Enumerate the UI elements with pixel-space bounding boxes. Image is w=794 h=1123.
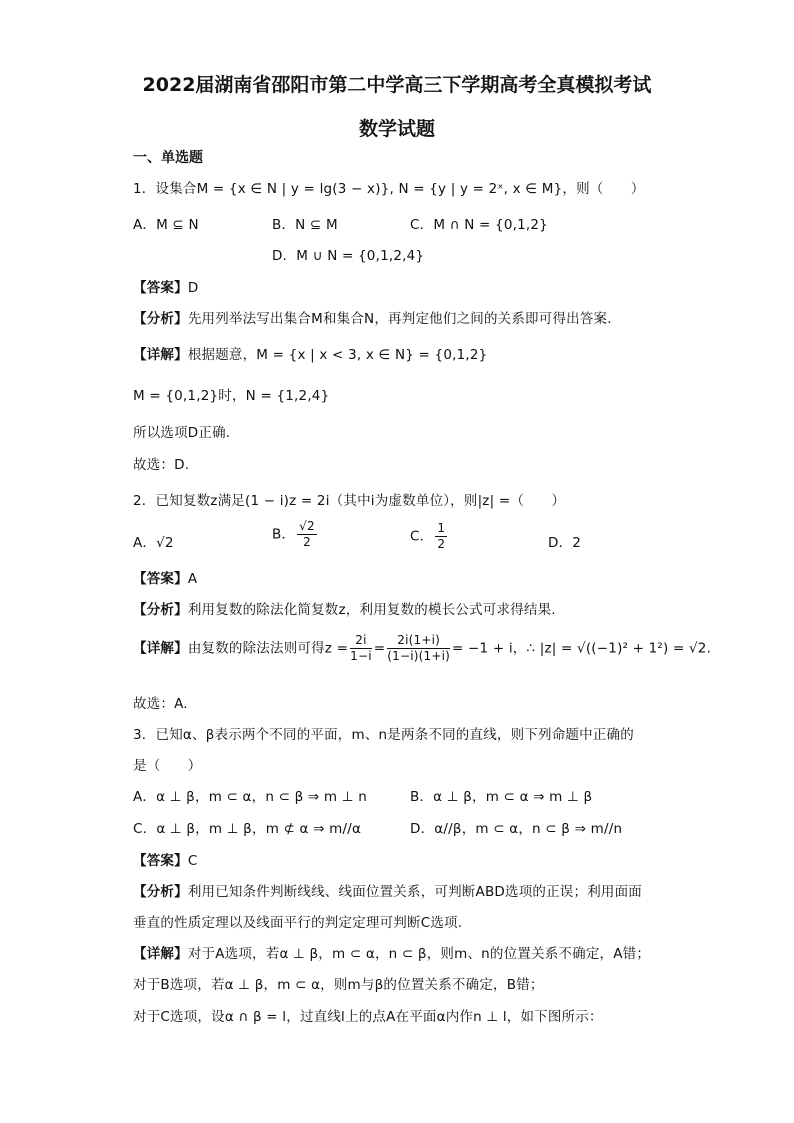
fraction-denominator: 2 xyxy=(437,537,446,551)
detail-text: 对于A选项，若α ⊥ β，m ⊂ α，n ⊂ β，则m、n的位置关系不确定，A错； xyxy=(187,946,651,962)
q3-detail-line3: 对于C选项，设α ∩ β = l，过直线l上的点A在平面α内作n ⊥ l，如下图所示： xyxy=(133,1009,603,1025)
detail-text: 根据题意，M = {x | x < 3, x ∈ N} = {0,1,2} xyxy=(187,347,488,363)
q1-option-d: D．M ∪ N = {0,1,2,4} xyxy=(272,248,425,264)
option-c-label: C． xyxy=(410,528,434,545)
analysis-tag: 【分析】 xyxy=(133,602,188,618)
q3-analysis xyxy=(133,880,642,900)
q3-option-d: D．α//β，m ⊂ α，n ⊂ β ⇒ m//n xyxy=(410,821,623,837)
q2-detail: 【详解】由复数的除法法则可得z = $\frac{2i}{1-i}$ = $\frac{2i(1+i)}{(1-i)(1+i)}$ = −1 + i，∴ |z| = √((−1)² + 1²) = √2. xyxy=(133,633,712,663)
q3-option-a: A．α ⊥ β，m ⊂ α，n ⊂ β ⇒ m ⊥ n xyxy=(133,789,367,805)
q1-stem: 1．设集合M = {x ∈ N | y = lg(3 − x)}, N = {y | y = 2ˣ, x ∈ M}，则（ ） xyxy=(133,181,645,197)
q2-stem: 2．已知复数z满足(1 − i)z = 2i（其中i为虚数单位），则|z| =（ ） xyxy=(133,493,566,509)
detail-tag: 【详解】 xyxy=(133,946,188,962)
answer-value: A xyxy=(187,571,198,587)
fraction-denominator: (1−i)(1+i) xyxy=(387,649,451,663)
q3-detail-line2: 对于B选项，若α ⊥ β，m ⊂ α，则m与β的位置关系不确定，B错； xyxy=(133,977,544,993)
option-b-label: B． xyxy=(272,526,296,543)
q2-conclusion: 故选：A. xyxy=(133,696,188,712)
q1-detail xyxy=(133,343,487,363)
answer-tag: 【答案】 xyxy=(133,571,188,587)
answer-value: D xyxy=(187,280,199,296)
q3-option-c: C．α ⊥ β，m ⊥ β，m ⊄ α ⇒ m//α xyxy=(133,821,362,837)
detail-prefix: 由复数的除法法则可得z = xyxy=(187,640,349,657)
q1-answer xyxy=(133,276,198,296)
analysis-tag: 【分析】 xyxy=(133,311,188,327)
q2-option-b xyxy=(272,519,319,550)
q1-option-b: B．N ⊆ M xyxy=(272,217,338,233)
detail-tag: 【详解】 xyxy=(133,347,188,363)
q1-detail-line2: M = {0,1,2}时，N = {1,2,4} xyxy=(133,388,330,404)
q3-stem-line2: 是（ ） xyxy=(133,758,202,774)
q2-option-c xyxy=(410,521,449,552)
q1-conclusion: 故选：D. xyxy=(133,457,190,473)
detail-fraction-1 xyxy=(350,633,372,664)
analysis-text: 利用复数的除法化简复数z，利用复数的模长公式可求得结果. xyxy=(187,602,556,618)
fraction-numerator: 2i(1+i) xyxy=(387,633,450,649)
q2-option-a: A．√2 xyxy=(133,535,174,551)
q2-option-d: D．2 xyxy=(548,535,582,551)
answer-value: C xyxy=(187,853,198,869)
analysis-text: 利用已知条件判断线线、线面位置关系，可判断ABD选项的正误；利用面面 xyxy=(187,884,643,900)
option-c-fraction xyxy=(435,521,447,552)
answer-tag: 【答案】 xyxy=(133,853,188,869)
doc-subtitle: 数学试题 xyxy=(358,118,435,140)
detail-fraction-2 xyxy=(387,633,450,664)
fraction-numerator: √2 xyxy=(299,519,315,533)
q2-analysis xyxy=(133,598,556,618)
q2-answer xyxy=(133,567,197,587)
q1-detail-line3: 所以选项D正确. xyxy=(133,425,231,441)
q3-detail xyxy=(133,942,650,962)
fraction-denominator: 1−i xyxy=(350,649,372,663)
q1-option-c: C．M ∩ N = {0,1,2} xyxy=(410,217,548,233)
analysis-text: 先用列举法写出集合M和集合N，再判定他们之间的关系即可得出答案. xyxy=(187,311,612,327)
q3-answer xyxy=(133,849,197,869)
answer-tag: 【答案】 xyxy=(133,280,188,296)
fraction-numerator: 1 xyxy=(437,521,446,535)
q1-option-a: A．M ⊆ N xyxy=(133,217,199,233)
detail-tag: 【详解】 xyxy=(133,640,188,657)
section-heading: 一、单选题 xyxy=(133,150,203,166)
detail-suffix: = −1 + i，∴ |z| = √((−1)² + 1²) = √2. xyxy=(452,640,712,657)
q1-analysis xyxy=(133,307,612,327)
q3-stem-line1: 3．已知α、β表示两个不同的平面，m、n是两条不同的直线，则下列命题中正确的 xyxy=(133,727,634,743)
q3-option-b: B．α ⊥ β，m ⊂ α ⇒ m ⊥ β xyxy=(410,789,593,805)
q3-analysis-line2: 垂直的性质定理以及线面平行的判定定理可判断C选项. xyxy=(133,915,463,931)
fraction-numerator: 2i xyxy=(350,633,372,649)
doc-title: 2022届湖南省邵阳市第二中学高三下学期高考全真模拟考试 xyxy=(142,74,652,96)
fraction-denominator: 2 xyxy=(303,535,311,549)
option-b-fraction xyxy=(297,519,317,550)
analysis-tag: 【分析】 xyxy=(133,884,188,900)
